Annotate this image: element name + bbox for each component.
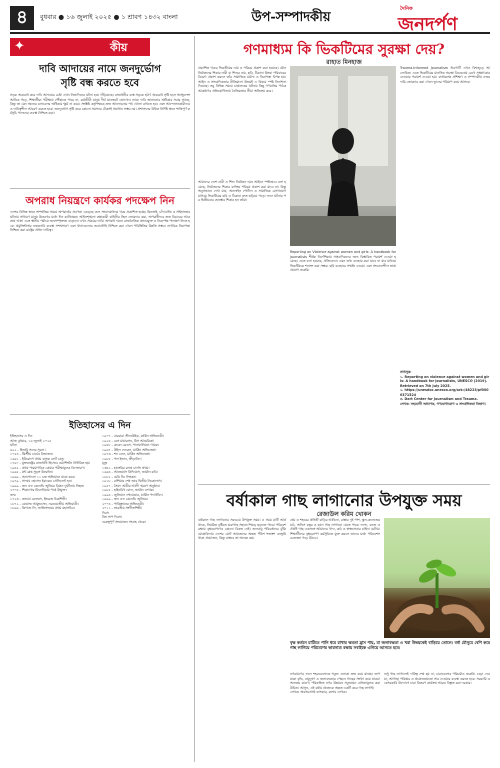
article4-caption: বৃক্ষ কর্তনে মাটিতে পানি ধরে রাখার ক্ষমতা হ্রাস পায়, যা জলাবদ্ধতা ও খরা উভয়কেই বাড়িয়ে তোলে। বর্ষা মৌসুমে বেশি করে গাছ লাগিয়ে পরিবেশের ভারসাম্য রক্ষায় সবাইকে এগিয়ে আসতে হবে। [290, 640, 492, 650]
article4-title: বর্ষাকাল গাছ লাগানোর উপযুক্ত সময় [226, 491, 462, 510]
article4-col-c: শুধু গাছ লাগালেই দায়িত্ব শেষ হয় না, চারাগুলোর পরিচর্যাও জরুরি। বেড়া দেওয়া, আগাছা পরিষ্কার ও প্রয়োজনমতো সার দেওয়ার ব্যবস্থা করতে হবে। সরকারি ও বেসরকারি উদ্যোগে চারা বিতরণ কার্যক্রম আরও বিস্তৃত করা দরকার। [384, 672, 492, 685]
masthead-logo: জনদর্পণ [398, 14, 458, 35]
divider-3 [198, 484, 490, 485]
editorial-badge [10, 38, 150, 56]
article1-body: সড়ক অবরোধ করে দাবি আদায়ের চেষ্টা এখন নিত্যদিনের ঘটনা হয়ে দাঁড়িয়েছে। রাজধানীর ব্যস্ত সড়কে হঠাৎ অবরোধ সৃষ্টি হলে অ্যাম্বুলেন্স আটকে পড়ে, শিক্ষার্থীরা পরীক্ষায় পৌঁছাতে পারে না, কর্মজীবী মানুষ দীর্ঘ যানজটে ভোগেন। ন্যায্য দাবি জানানোর অধিকার সবার আছে, কিন্তু তা যেন অন্যের চলাচলের অধিকার ক্ষুণ্ণ না করে। সংশ্লিষ্ট কর্তৃপক্ষকে দ্রুত আলোচনার পথ খোলা রাখতে হবে এবং আন্দোলনকারীদেরও দায়িত্বশীল আচরণ করতে হবে। জনদুর্ভোগ সৃষ্টি করে কোনো সমস্যার টেকসই সমাধান সম্ভব নয়। প্রশাসনের উচিত নির্দিষ্ট স্থানে শান্তিপূর্ণ কর্মসূচি পালনের ব্যবস্থা নিশ্চিত করা। [10, 93, 192, 115]
article4-col-b: গ্রাম ও শহরের প্রতিটি বাড়ির আঙিনা, রাস্তার দুই পাশ, স্কুল-কলেজের মাঠ, অফিস চত্বর ও ছাদে গাছ লাগানো যেতে পারে। ফলদ, বনজ ও ঔষধি গাছ একসঙ্গে আমাদের খাদ্য, কাঠ ও স্বাস্থ্যসেবার চাহিদা মেটায়। শিক্ষার্থীদের বৃক্ষরোপণ কর্মসূচিতে যুক্ত করলে তাদের মধ্যে পরিবেশসচেতনতা গড়ে উঠবে। [290, 518, 382, 540]
article3-col-c: Trauma-Informed Journalism ধারণাটি এখন বিশ্বজুড়ে আলোচিত। এতে ভিকটিমের মানসিক অবস্থা বিবেচনায় রেখে সাক্ষাৎকার নেওয়ার পরামর্শ দেওয়া হয়। বার্তাকক্ষে প্রশিক্ষণ ও সম্পাদকীয় নজরদারি জোরদার করা গেলে ভুলের পরিমাণ কমে আসবে। [400, 66, 492, 84]
star-icon: ✦ [14, 39, 25, 54]
article1-title-line1: দাবি আদায়ের নামে জনদুর্ভোগ [39, 64, 161, 75]
article3-title: গণমাধ্যম কি ভিকটিমের সুরক্ষা দেয়? [243, 42, 445, 58]
masthead-small: দৈনিক [400, 6, 413, 12]
article1-title-line2: সৃষ্টি বন্ধ করতে হবে [60, 78, 140, 89]
section-title: উপ-সম্পাদকীয় [251, 10, 331, 25]
article3-intro: প্রকাশিত খবরে ভিকটিমের নাম ও পরিচয় প্রকাশ করা হয়েছে। যৌন নির্যাতনের শিকার নারী বা শিশুর নাম, ছবি, ঠিকানা কিংবা পরিবারের বিবরণ প্রকাশ করলে তাঁর সামাজিক মর্যাদা ও নিরাপত্তা বিপন্ন হয়। আইন ও সাংবাদিকতার নীতিমালা উভয়ই এ বিষয়ে স্পষ্ট নির্দেশনা দিয়েছে। তবু বিভিন্ন সময়ে চাঞ্চল্যকর ঘটনায় কিছু গণমাধ্যম পাঠক আকর্ষণের প্রতিযোগিতায় নৈতিকতার সীমা অতিক্রম করে। [198, 66, 288, 93]
left-column-rule [194, 36, 195, 762]
article4-col-a: বর্ষাকাল গাছ লাগানোর সবচেয়ে উপযুক্ত সময়। এ সময় মাটি আর্দ্র থাকে, নিয়মিত বৃষ্টিতে চারাগাছ সহজে শিকড় ছড়াতে পারে। পরিবেশ রক্ষায় বৃক্ষরোপণের কোনো বিকল্প নেই। জলবায়ু পরিবর্তনের ঝুঁকি মোকাবিলায় দেশের মোট আয়তনের অন্তত পঁচিশ শতাংশ বনভূমি থাকা প্রয়োজন, কিন্তু বাস্তবে তা অনেক কম। [198, 518, 288, 540]
article4-col-d: নগরায়ণের ফলে শহরগুলোতে সবুজ এলাকা দ্রুত কমে যাচ্ছে। তাপমাত্রা বৃদ্ধি, বায়ুদূষণ ও জলাবদ্ধতার পেছনে গাছের সংখ্যা কমে যাওয়া অন্যতম কারণ। পরিকল্পিত নগর উন্নয়নে সবুজায়ন বাধ্যতামূলক করা উচিত। আসুন, এই বর্ষায় প্রত্যেকে অন্তত একটি করে গাছ লাগাই। লেখক: অবসরপ্রাপ্ত ব্যাংকার, কলাম লেখক। [290, 672, 380, 694]
article2-body: দেশের বিভিন্ন স্থানে সাম্প্রতিক সময়ে অপরাধের প্রবণতা বেড়েছে বলে সংবাদমাধ্যমে খবর প্রকাশিত হচ্ছে। ছিনতাই, চাঁদাবাজি ও সহিংসতার ঘটনায় সাধারণ মানুষ উদ্বেগের মধ্যে দিন কাটাচ্ছেন। আইনশৃঙ্খলা রক্ষাকারী বাহিনীর টহল জোরদার করা, অপরাধীদের দ্রুত বিচারের আওতায় আনা এবং স্থানীয় পর্যায়ে জনসম্পৃক্ততা বাড়ানো এখন সময়ের দাবি। অপরাধ দমনে রাজনৈতিক প্রভাবমুক্ত ও নিরপেক্ষ পদক্ষেপ নিতে হবে। প্রযুক্তিনির্ভর নজরদারি ব্যবস্থা সম্প্রসারণ এবং থানাগুলোর জবাবদিহি নিশ্চিত করা গেলে পরিস্থিতির উন্নতি সম্ভব। নাগরিক নিরাপত্তা নিশ্চিত করা রাষ্ট্রের প্রধান দায়িত্ব। [10, 210, 192, 232]
header-rule [10, 32, 490, 34]
article4-byline: রেজাউল করিম খোকন [316, 511, 372, 518]
article3-col-b: Reporting on Violence against women and girls: A handbook for journalists শীর্ষক নির্দেশিকায় সাংবাদিকদের জন্য বিস্তারিত পরামর্শ দেওয়া হয়েছে। এতে বলা হয়েছে, প্রতিবেদনে এমন তথ্য ব্যবহার করা যাবে না যার মাধ্যমে ভিকটিমকে শনাক্ত করা সম্ভব। ছবি ব্যবহারে সম্মতি নেওয়া এবং সংবেদনশীল ভাষা প্রয়োগ জরুরি। [290, 250, 398, 272]
editorial-badge-label: কীয় [110, 41, 128, 54]
article4-photo [384, 518, 490, 638]
history-col1: ইতিহাসের এ দিন আজ বুধবার, ১৬ জুলাই ২০২৫ ঘটনা ৬২২ - হিজরি সনের সূচনা। ১০৫৪ - খ্রিস্টীয় চার্চের বিভাজন। ১৬৬১ - ইউরোপে প্রথম ব্যাংক নোট চালু। ১৭৯০ - যুক্তরাষ্ট্রের রাজধানী হিসেবে ওয়াশিংটন নির্ধারিত হয়। ১৯৪৫ - প্রথম পারমাণবিক বোমার পরীক্ষামূলক বিস্ফোরণ। ১৯৬৫ - মন্ট ব্লাঙ্ক সুড়ঙ্গ উদ্বোধন। ১৯৬৯ - অ্যাপোলো ১১ চন্দ্র অভিযানে যাত্রা করে। ১৯৭৯ - সাদ্দাম হোসেন ইরাকের প্রেসিডেন্ট হন। ১৯৯৯ - জন এফ কেনেডি জুনিয়র বিমান দুর্ঘটনায় নিহত। ২০০৪ - শিকাগোর মিলেনিয়াম পার্ক উন্মুক্ত। জন্ম ১৭২৩ - জশুয়া রেনল্ডস, ইংরেজ চিত্রশিল্পী। ১৮৭২ - রোয়াল্ড আমুন্ডসেন, নরওয়েজীয় অভিযাত্রী। ১৮৯৬ - ত্রিগভে লি, জাতিসংঘের প্রথম মহাসচিব। [10, 434, 91, 510]
article3-col-a: আমাদের দেশে নারী ও শিশু নির্যাতন দমন আইনে স্পষ্টভাবে বলা হয়েছে, নির্যাতনের শিকার ব্যক্তির পরিচয় প্রকাশ করা যাবে না। কিন্তু অনুসন্ধানে দেখা যায়, অনলাইন পোর্টাল ও সামাজিক যোগাযোগমাধ্যমে ভিকটিমের ছবি ও ঠিকানা দ্রুত ছড়িয়ে পড়ে। ফলে ঘটনার পর দ্বিতীয়বার হেনস্তার শিকার হন তাঁরা। [198, 180, 288, 202]
article3-byline: রাহাত মিনহাজ [326, 59, 362, 66]
article2-title: অপরাধ নিয়ন্ত্রণে কার্যকর পদক্ষেপ নিন [25, 196, 175, 207]
woman-silhouette-icon [290, 66, 396, 246]
article3-references: তথ্যসূত্র: ১. Reporting on violence against women and girls: A handbook for journalists, UNESCO (2019). Retrieved on 7th July 2025. ২. https://unesdoc.unesco.org/ark:/48223/pf0000371524 ৩. Dart Center for Journalism and Trauma. লেখক: সহযোগী অধ্যাপক, গণযোগাযোগ ও সাংবাদিকতা বিভাগ। [400, 370, 490, 406]
divider-1 [10, 188, 190, 189]
history-title: ইতিহাসের এ দিন [69, 421, 131, 431]
seedling-icon [384, 518, 490, 638]
dateline: বুধবার ● ১৬ জুলাই ২০২৫ ● ১ শ্রাবণ ১৪৩২ বাংলা [40, 13, 178, 21]
page-number: ৪ [16, 7, 28, 28]
history-col2: ১৯০৭ - বারবারা স্ট্যানউইক, মার্কিন অভিনেত্রী। ১৯২৪ - বেস মায়ারসন, মিস আমেরিকা। ১৯৪৮ - রুবেন ব্লেডস, পানামানিয়ান গায়ক। ১৯৬৭ - উইল ফেরেল, মার্কিন অভিনেতা। ১৯৭৩ - শন ডেল, মার্কিন অভিনেতা। ১৯৮৫ - পল ইভান, ক্রীড়াবিদ। মৃত্যু ১৩৪২ - হাঙ্গেরির রাজা চার্লস প্রথম। ১৬৬৪ - আন্দ্রেয়াস গ্রিফিয়াস, জার্মান কবি। ১৮৮২ - মেরি টড লিংকন। ১৯১৮ - রাশিয়ার শেষ জার দ্বিতীয় নিকোলাস। ১৯৫৭ - সৈয়দ আমীর আলী স্মরণে অনুষ্ঠান। ১৯৮৫ - হাইনরিখ বোল, জার্মান লেখক। ১৯৯৪ - জুলিয়ান শোয়েঙার, মার্কিন পদার্থবিদ। ১৯৯৯ - জন এফ কেনেডি জুনিয়র। ২০০৪ - পাকিস্তানের অভিনেত্রী। ২০১১ - ভারতীয় সংগীতশিল্পী। দিবস বিশ্ব সাপ দিবস। গুরুত্বপূর্ণ সংযোজন সংগ্রহ থেকে। [102, 434, 164, 524]
divider-2 [10, 414, 190, 415]
article3-photo [290, 66, 396, 246]
